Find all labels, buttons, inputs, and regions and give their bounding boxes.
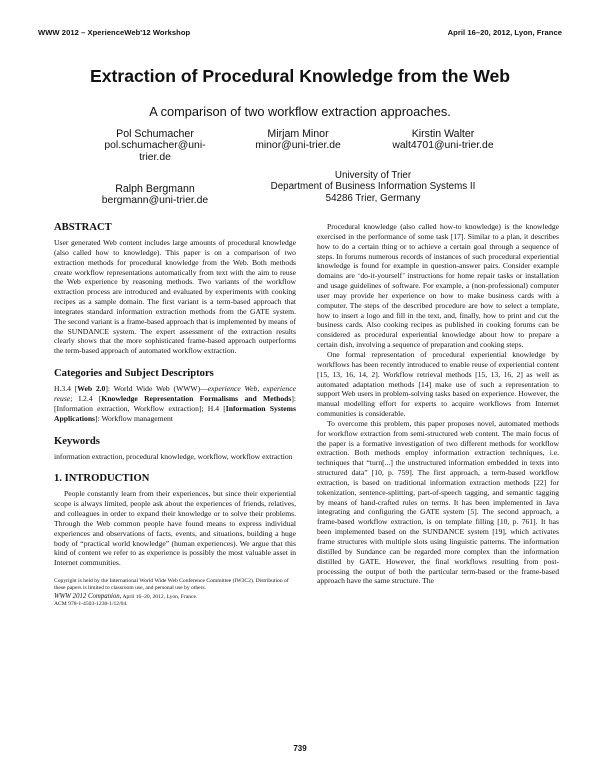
affiliation-line: Department of Business Information Systems II [270, 181, 476, 193]
running-header-right: April 16–20, 2012, Lyon, France [447, 28, 562, 37]
copyright-footnote [54, 578, 296, 608]
body-paragraph: To overcome this problem, this paper proposes novel, automated methods for workflow extraction from semi-structured web content. The main focus of the paper is a formative investigation of two different methods for workflow extraction. Both methods employ information extraction techniques, i.e. techniques that “turn[...] the unstructured information embedded in texts into structured data” [10, p. 759]. The first approach, a term-based workflow extraction, is based on traditional information extraction methods [22] for tokenization, sentence-splitting, part-of-speech tagging, and semantic tagging by means of hand-crafted rules on terms. It has been implemented in Java integrating and configuring the GATE system [5]. The second approach, a frame-based workflow extraction, is on template filling [10, p. 761]. It has been implemented based on the SUNDANCE system [19], which activates frame structures with multiple slots using linguistic patterns. The information distilled by Sundance can be regarded more complex than the information distilled by GATE. However, the final workflows resulting from post-processing the output of both the particular term-based or the frame-based approach have the same structure. The [317, 418, 559, 586]
running-header-left: WWW 2012 – XperienceWeb'12 Workshop [38, 28, 191, 37]
copyright-notice: Copyright is held by the International World Wide Web Conference Committee (IW3C2). Distribution of these papers is limited to classroom use, and personal use by others. [54, 578, 289, 592]
author-email: minor@uni-trier.de [255, 140, 341, 152]
paper-subtitle: A comparison of two workflow extraction approaches. [149, 104, 451, 119]
author-block [228, 128, 368, 152]
author-name: Pol Schumacher [116, 128, 194, 140]
left-column [54, 222, 296, 608]
affiliation-line: University of Trier [334, 170, 412, 181]
author-email-cont: trier.de [139, 152, 171, 164]
author-email: pol.schumacher@uni- [104, 140, 206, 152]
acm-isbn: ACM 978-1-4503-1230-1/12/04. [54, 600, 128, 607]
right-column [317, 222, 559, 586]
author-name: Mirjam Minor [267, 128, 329, 140]
abstract-heading: ABSTRACT [54, 222, 112, 233]
author-email: bergmann@uni-trier.de [101, 195, 209, 207]
page-number: 739 [293, 744, 307, 753]
introduction-paragraph: People constantly learn from their experiences, but since their experiential scope is always limited, people ask about the experiences of friends, relatives, and colleagues in order to expand their knowledge or to solve their problems. Through the Web common people have found means to express individual experiences and observations of facts, events, and situations, building a huge body of “practical world knowledge” (human experiences). We argue that this kind of content we refer to as experience is possibly the most valuable asset in Internet communities. [54, 489, 296, 568]
categories-heading: Categories and Subject Descriptors [54, 368, 214, 380]
author-block [368, 128, 518, 152]
body-paragraph: One formal representation of procedural experiential knowledge by workflows has been recently introduced to enable reuse of experiential content [15, 13, 16, 14, 2]. Workflow retrieval methods [15, 13, 16, 2] as well as automated adaptation methods [14] make use of such a representation to support Web users in problem-solving tasks based on experience. However, the manual modelling effort for experts to acquire workflows from Internet communities is considerable. [317, 349, 559, 419]
keywords-text: information extraction, procedural knowledge, workflow, workflow extraction [54, 451, 293, 461]
abstract-text: User generated Web content includes large amounts of procedural knowledge (also called how to knowledge). This paper is on a comparison of two extraction methods for procedural knowledge from the Web. Both methods create workflow representations automatically from text with the aim to reuse the Web experience by reasoning methods. Two variants of the workflow extraction process are introduced and evaluated by experiments with cooking recipes as a sample domain. The first variant is a term-based approach that integrates standard information extraction methods from the GATE system. The second variant is a frame-based approach that is implemented by means of the SUNDANCE system. The expert assessment of the extraction results clearly shows that the more sophisticated frame-based approach outperforms the term-based approach of automated workflow extraction. [54, 238, 296, 356]
body-paragraph: Procedural knowledge (also called how-to knowledge) is the knowledge exercised in the performance of some task [17]. Similar to a plan, it describes how to do a certain thing or to achieve a certain goal through a sequence of steps. In forums numerous records of instances of such procedural experiential knowledge is found for example in question-answer pairs. Consider example domains are ‘do-it-yourself’ instructions for home repair tasks or installation and usage guidelines of software. For example, a (non-professional) computer user may provide her experience on how to make business cards with a computer. The steps of the described procedure are how to select a template, how to insert a logo and fill in the text, and, finally, how to print and cut the business cards. Also cooking recipes as published in cooking forums can be considered as procedural experiential knowledge about how to prepare a certain dish, involving a sequence of preparation and cooking steps. [317, 222, 559, 350]
affiliation-block [228, 170, 518, 204]
affiliation-line: 54286 Trier, Germany [325, 192, 421, 204]
companion-name: WWW 2012 Companion, [54, 592, 122, 600]
author-name: Kirstin Walter [411, 128, 475, 140]
author-block [80, 183, 230, 207]
introduction-heading: 1. INTRODUCTION [54, 473, 150, 485]
author-block [80, 128, 230, 165]
categories-text: H.3.4 [Web 2.0]: World Wide Web (WWW)—experience Web, experience reuse; I.2.4 [Knowledge Representation Formalisms and Methods]: [Information extraction, Workflow extraction]; H.4 [Information Systems Applications]: Workflow management [54, 384, 296, 423]
paper-title: Extraction of Procedural Knowledge from the Web [89, 66, 511, 86]
keywords-heading: Keywords [54, 435, 100, 447]
author-email: walt4701@uni-trier.de [392, 140, 494, 152]
companion-date: April 16–20, 2012, Lyon, France. [121, 593, 198, 600]
author-name: Ralph Bergmann [115, 183, 195, 195]
